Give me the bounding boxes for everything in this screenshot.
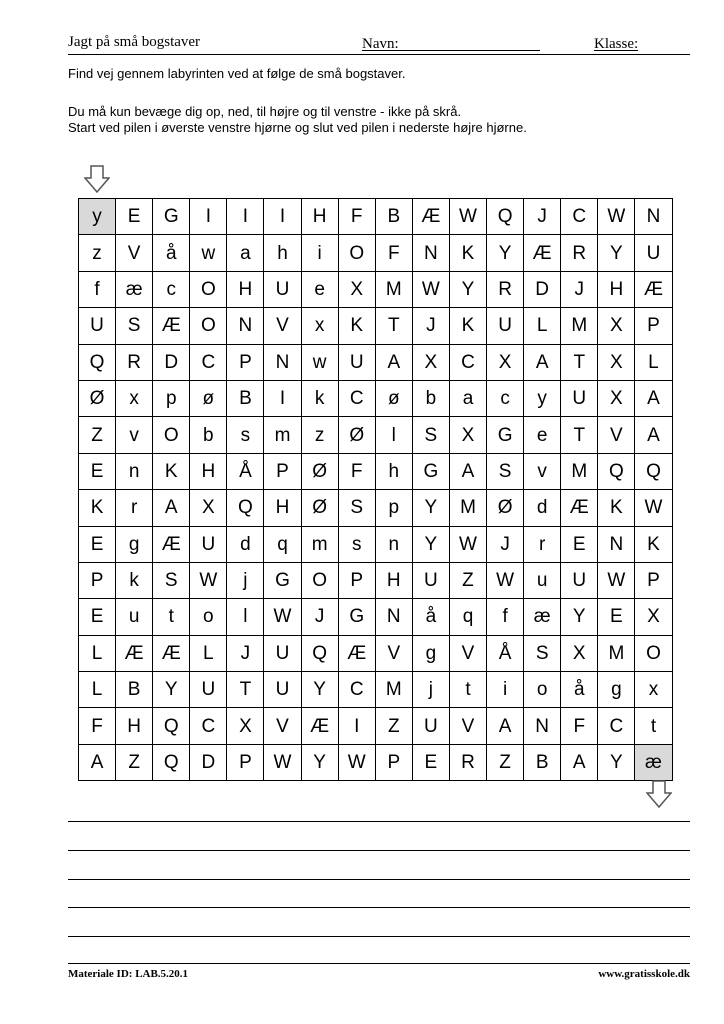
grid-cell[interactable]: O: [301, 562, 338, 598]
grid-cell[interactable]: Y: [301, 744, 338, 780]
grid-cell[interactable]: D: [190, 744, 227, 780]
grid-cell[interactable]: U: [79, 308, 116, 344]
grid-cell[interactable]: T: [561, 344, 598, 380]
grid-cell[interactable]: Q: [635, 453, 672, 489]
grid-cell[interactable]: å: [153, 235, 190, 271]
grid-cell[interactable]: N: [412, 235, 449, 271]
grid-cell[interactable]: a: [227, 235, 264, 271]
grid-cell[interactable]: L: [635, 344, 672, 380]
grid-cell[interactable]: F: [375, 235, 412, 271]
grid-cell[interactable]: G: [412, 453, 449, 489]
grid-cell[interactable]: Æ: [153, 635, 190, 671]
grid-cell[interactable]: E: [79, 453, 116, 489]
grid-cell[interactable]: P: [264, 453, 301, 489]
grid-cell[interactable]: W: [338, 744, 375, 780]
class-blank[interactable]: [594, 36, 638, 51]
grid-cell[interactable]: M: [375, 672, 412, 708]
grid-cell[interactable]: Ø: [338, 417, 375, 453]
grid-cell[interactable]: x: [116, 380, 153, 416]
grid-cell[interactable]: L: [524, 308, 561, 344]
grid-cell[interactable]: D: [524, 271, 561, 307]
grid-cell[interactable]: å: [412, 599, 449, 635]
grid-row: [79, 271, 673, 307]
grid-cell[interactable]: Q: [153, 708, 190, 744]
grid-cell[interactable]: Ø: [301, 490, 338, 526]
end-arrow-down-icon: [646, 780, 672, 808]
grid-cell[interactable]: W: [190, 562, 227, 598]
grid-cell[interactable]: p: [375, 490, 412, 526]
grid-cell[interactable]: M: [561, 308, 598, 344]
material-id: Materiale ID: LAB.5.20.1: [68, 968, 189, 980]
grid-cell[interactable]: u: [524, 562, 561, 598]
grid-cell[interactable]: I: [190, 199, 227, 235]
grid-cell[interactable]: H: [375, 562, 412, 598]
grid-cell[interactable]: l: [227, 599, 264, 635]
grid-cell[interactable]: å: [561, 672, 598, 708]
grid-cell[interactable]: E: [598, 599, 635, 635]
grid-cell[interactable]: W: [264, 599, 301, 635]
instruction-line-1: Find vej gennem labyrinten ved at følge de små bogstaver.: [68, 66, 406, 81]
grid-cell[interactable]: Y: [412, 526, 449, 562]
grid-cell[interactable]: t: [449, 672, 486, 708]
grid-cell[interactable]: F: [561, 708, 598, 744]
grid-cell[interactable]: G: [153, 199, 190, 235]
grid-cell[interactable]: B: [524, 744, 561, 780]
grid-cell[interactable]: O: [190, 308, 227, 344]
grid-cell[interactable]: d: [524, 490, 561, 526]
grid-cell[interactable]: Æ: [635, 271, 672, 307]
grid-cell[interactable]: Æ: [153, 308, 190, 344]
grid-cell[interactable]: H: [598, 271, 635, 307]
grid-cell[interactable]: F: [338, 199, 375, 235]
grid-cell[interactable]: n: [375, 526, 412, 562]
grid-cell[interactable]: V: [264, 308, 301, 344]
grid-cell[interactable]: B: [375, 199, 412, 235]
grid-cell[interactable]: A: [449, 453, 486, 489]
grid-cell[interactable]: j: [412, 672, 449, 708]
grid-cell[interactable]: h: [375, 453, 412, 489]
grid-cell[interactable]: W: [598, 562, 635, 598]
grid-cell[interactable]: S: [116, 308, 153, 344]
grid-cell[interactable]: Q: [301, 635, 338, 671]
grid-row: [79, 417, 673, 453]
grid-row: [79, 453, 673, 489]
grid-cell[interactable]: t: [153, 599, 190, 635]
grid-cell[interactable]: Æ: [301, 708, 338, 744]
grid-cell[interactable]: Y: [561, 599, 598, 635]
grid-cell[interactable]: X: [412, 344, 449, 380]
grid-cell[interactable]: K: [338, 308, 375, 344]
name-label: Navn:: [362, 36, 399, 52]
grid-cell[interactable]: g: [412, 635, 449, 671]
grid-cell[interactable]: k: [116, 562, 153, 598]
grid-cell[interactable]: C: [598, 708, 635, 744]
grid-cell[interactable]: N: [598, 526, 635, 562]
start-arrow-down-icon: [84, 165, 110, 193]
grid-cell[interactable]: S: [487, 453, 524, 489]
grid-cell[interactable]: o: [524, 672, 561, 708]
grid-cell[interactable]: U: [412, 562, 449, 598]
grid-cell[interactable]: W: [635, 490, 672, 526]
grid-cell[interactable]: X: [449, 417, 486, 453]
grid-cell[interactable]: R: [449, 744, 486, 780]
grid-cell[interactable]: s: [338, 526, 375, 562]
grid-row: [79, 344, 673, 380]
grid-cell[interactable]: I: [264, 380, 301, 416]
grid-row: [79, 380, 673, 416]
grid-cell[interactable]: Y: [301, 672, 338, 708]
grid-cell[interactable]: C: [449, 344, 486, 380]
grid-cell[interactable]: Æ: [338, 635, 375, 671]
writing-line[interactable]: [68, 850, 690, 851]
grid-cell[interactable]: U: [561, 562, 598, 598]
grid-cell[interactable]: W: [598, 199, 635, 235]
grid-cell[interactable]: s: [227, 417, 264, 453]
grid-cell[interactable]: a: [449, 380, 486, 416]
grid-cell[interactable]: m: [301, 526, 338, 562]
grid-cell[interactable]: O: [190, 271, 227, 307]
letter-maze-grid: [78, 198, 673, 781]
grid-cell[interactable]: N: [635, 199, 672, 235]
grid-cell[interactable]: Z: [116, 744, 153, 780]
grid-cell[interactable]: C: [190, 708, 227, 744]
grid-cell[interactable]: x: [301, 308, 338, 344]
grid-cell[interactable]: F: [79, 708, 116, 744]
grid-cell[interactable]: H: [190, 453, 227, 489]
grid-cell[interactable]: Z: [449, 562, 486, 598]
grid-cell[interactable]: H: [116, 708, 153, 744]
grid-cell[interactable]: i: [487, 672, 524, 708]
grid-cell[interactable]: V: [375, 635, 412, 671]
grid-cell[interactable]: V: [598, 417, 635, 453]
grid-cell[interactable]: X: [598, 344, 635, 380]
grid-cell[interactable]: Q: [153, 744, 190, 780]
grid-cell[interactable]: Y: [153, 672, 190, 708]
grid-cell[interactable]: Z: [487, 744, 524, 780]
grid-cell[interactable]: g: [116, 526, 153, 562]
grid-cell[interactable]: w: [301, 344, 338, 380]
website-url: www.gratisskole.dk: [598, 968, 690, 980]
grid-cell[interactable]: Q: [79, 344, 116, 380]
grid-cell[interactable]: X: [598, 380, 635, 416]
grid-cell[interactable]: P: [227, 344, 264, 380]
grid-cell[interactable]: Y: [487, 235, 524, 271]
grid-cell[interactable]: P: [227, 744, 264, 780]
grid-cell[interactable]: A: [153, 490, 190, 526]
grid-cell[interactable]: Y: [598, 744, 635, 780]
grid-cell[interactable]: e: [301, 271, 338, 307]
grid-cell[interactable]: K: [153, 453, 190, 489]
grid-cell[interactable]: V: [264, 708, 301, 744]
grid-cell[interactable]: J: [561, 271, 598, 307]
grid-cell[interactable]: R: [487, 271, 524, 307]
grid-cell[interactable]: J: [487, 526, 524, 562]
grid-cell[interactable]: c: [153, 271, 190, 307]
grid-cell[interactable]: S: [412, 417, 449, 453]
grid-cell[interactable]: K: [635, 526, 672, 562]
grid-cell[interactable]: K: [79, 490, 116, 526]
grid-cell[interactable]: Ø: [487, 490, 524, 526]
grid-cell[interactable]: y: [524, 380, 561, 416]
grid-row: [79, 562, 673, 598]
grid-cell[interactable]: Æ: [412, 199, 449, 235]
grid-cell[interactable]: æ: [524, 599, 561, 635]
instruction-line-3: Start ved pilen i øverste venstre hjørne og slut ved pilen i nederste højre hjørne.: [68, 120, 527, 135]
grid-cell[interactable]: U: [412, 708, 449, 744]
grid-cell[interactable]: X: [598, 308, 635, 344]
grid-cell[interactable]: P: [375, 744, 412, 780]
grid-cell[interactable]: Æ: [153, 526, 190, 562]
grid-cell[interactable]: æ: [116, 271, 153, 307]
grid-cell[interactable]: L: [79, 672, 116, 708]
grid-cell[interactable]: X: [227, 708, 264, 744]
grid-cell[interactable]: B: [116, 672, 153, 708]
grid-cell[interactable]: d: [227, 526, 264, 562]
grid-cell[interactable]: K: [449, 235, 486, 271]
grid-cell[interactable]: W: [449, 526, 486, 562]
grid-row: [79, 199, 673, 235]
grid-row: [79, 672, 673, 708]
grid-cell[interactable]: A: [79, 744, 116, 780]
grid-cell[interactable]: ø: [375, 380, 412, 416]
grid-cell[interactable]: W: [487, 562, 524, 598]
grid-cell[interactable]: U: [264, 271, 301, 307]
grid-cell[interactable]: x: [635, 672, 672, 708]
grid-cell[interactable]: C: [338, 380, 375, 416]
writing-line[interactable]: [68, 879, 690, 880]
grid-cell[interactable]: F: [338, 453, 375, 489]
grid-cell[interactable]: G: [338, 599, 375, 635]
grid-row: [79, 235, 673, 271]
grid-cell[interactable]: P: [79, 562, 116, 598]
grid-cell[interactable]: Y: [449, 271, 486, 307]
grid-cell[interactable]: q: [449, 599, 486, 635]
writing-line[interactable]: [68, 907, 690, 908]
grid-row: [79, 708, 673, 744]
grid-cell[interactable]: Y: [412, 490, 449, 526]
grid-cell[interactable]: N: [264, 344, 301, 380]
grid-cell[interactable]: U: [190, 672, 227, 708]
end-cell[interactable]: æ: [635, 744, 672, 780]
grid-cell[interactable]: S: [338, 490, 375, 526]
grid-cell[interactable]: K: [449, 308, 486, 344]
grid-cell[interactable]: t: [635, 708, 672, 744]
grid-cell[interactable]: J: [524, 199, 561, 235]
grid-cell[interactable]: P: [635, 562, 672, 598]
grid-cell[interactable]: Q: [227, 490, 264, 526]
grid-cell[interactable]: U: [264, 635, 301, 671]
grid-cell[interactable]: b: [190, 417, 227, 453]
grid-cell[interactable]: z: [79, 235, 116, 271]
grid-cell[interactable]: L: [79, 635, 116, 671]
grid-cell[interactable]: e: [524, 417, 561, 453]
grid-cell[interactable]: U: [561, 380, 598, 416]
instruction-line-2: Du må kun bevæge dig op, ned, til højre og til venstre - ikke på skrå.: [68, 104, 462, 119]
grid-cell[interactable]: E: [412, 744, 449, 780]
grid-cell[interactable]: r: [524, 526, 561, 562]
grid-cell[interactable]: P: [338, 562, 375, 598]
grid-row: [79, 635, 673, 671]
grid-cell[interactable]: H: [301, 199, 338, 235]
grid-cell[interactable]: i: [301, 235, 338, 271]
grid-cell[interactable]: H: [227, 271, 264, 307]
grid-cell[interactable]: J: [301, 599, 338, 635]
grid-cell[interactable]: W: [449, 199, 486, 235]
grid-cell[interactable]: Z: [79, 417, 116, 453]
grid-cell[interactable]: Y: [598, 235, 635, 271]
grid-cell[interactable]: A: [635, 380, 672, 416]
grid-cell[interactable]: I: [338, 708, 375, 744]
grid-cell[interactable]: l: [375, 417, 412, 453]
grid-cell[interactable]: k: [301, 380, 338, 416]
grid-cell[interactable]: m: [264, 417, 301, 453]
grid-cell[interactable]: X: [338, 271, 375, 307]
grid-cell[interactable]: X: [190, 490, 227, 526]
grid-cell[interactable]: V: [449, 635, 486, 671]
grid-cell[interactable]: I: [227, 199, 264, 235]
grid-cell[interactable]: P: [635, 308, 672, 344]
writing-line[interactable]: [68, 936, 690, 937]
writing-line[interactable]: [68, 821, 690, 822]
grid-cell[interactable]: O: [338, 235, 375, 271]
grid-cell[interactable]: u: [116, 599, 153, 635]
grid-cell[interactable]: f: [79, 271, 116, 307]
grid-cell[interactable]: j: [227, 562, 264, 598]
grid-cell[interactable]: A: [635, 417, 672, 453]
grid-cell[interactable]: ø: [190, 380, 227, 416]
grid-cell[interactable]: f: [487, 599, 524, 635]
grid-row: [79, 599, 673, 635]
grid-cell[interactable]: Z: [375, 708, 412, 744]
grid-cell[interactable]: g: [598, 672, 635, 708]
grid-cell[interactable]: Q: [598, 453, 635, 489]
grid-cell[interactable]: G: [264, 562, 301, 598]
grid-cell[interactable]: o: [190, 599, 227, 635]
grid-cell[interactable]: A: [487, 708, 524, 744]
grid-cell[interactable]: I: [264, 199, 301, 235]
grid-cell[interactable]: B: [227, 380, 264, 416]
grid-cell[interactable]: n: [116, 453, 153, 489]
grid-cell[interactable]: R: [561, 235, 598, 271]
start-cell[interactable]: y: [79, 199, 116, 235]
grid-cell[interactable]: A: [561, 744, 598, 780]
grid-cell[interactable]: N: [227, 308, 264, 344]
grid-cell[interactable]: Ø: [301, 453, 338, 489]
grid-cell[interactable]: Q: [487, 199, 524, 235]
grid-cell[interactable]: Å: [487, 635, 524, 671]
grid-cell[interactable]: V: [116, 235, 153, 271]
grid-cell[interactable]: O: [153, 417, 190, 453]
grid-cell[interactable]: M: [449, 490, 486, 526]
grid-cell[interactable]: E: [116, 199, 153, 235]
grid-cell[interactable]: A: [524, 344, 561, 380]
grid-cell[interactable]: K: [598, 490, 635, 526]
footer: [68, 963, 690, 980]
grid-cell[interactable]: S: [153, 562, 190, 598]
grid-row: [79, 308, 673, 344]
grid-cell[interactable]: Å: [227, 453, 264, 489]
grid-cell[interactable]: G: [487, 417, 524, 453]
grid-cell[interactable]: U: [190, 526, 227, 562]
grid-cell[interactable]: p: [153, 380, 190, 416]
grid-row: [79, 526, 673, 562]
grid-cell[interactable]: Æ: [561, 490, 598, 526]
grid-cell[interactable]: v: [116, 417, 153, 453]
grid-cell[interactable]: H: [264, 490, 301, 526]
grid-cell[interactable]: h: [264, 235, 301, 271]
grid-cell[interactable]: M: [598, 635, 635, 671]
class-label: Klasse:: [594, 36, 639, 52]
grid-cell[interactable]: C: [561, 199, 598, 235]
worksheet-title: Jagt på små bogstaver: [68, 34, 201, 50]
grid-cell[interactable]: b: [412, 380, 449, 416]
grid-cell[interactable]: E: [79, 526, 116, 562]
grid-cell[interactable]: Ø: [79, 380, 116, 416]
grid-cell[interactable]: J: [227, 635, 264, 671]
grid-cell[interactable]: z: [301, 417, 338, 453]
grid-cell[interactable]: X: [487, 344, 524, 380]
grid-cell[interactable]: C: [338, 672, 375, 708]
grid-cell[interactable]: E: [79, 599, 116, 635]
grid-cell[interactable]: M: [375, 271, 412, 307]
grid-cell[interactable]: U: [487, 308, 524, 344]
grid-cell[interactable]: w: [190, 235, 227, 271]
grid-cell[interactable]: c: [487, 380, 524, 416]
grid-cell[interactable]: T: [375, 308, 412, 344]
grid-cell[interactable]: M: [561, 453, 598, 489]
grid-cell[interactable]: W: [412, 271, 449, 307]
grid-cell[interactable]: X: [561, 635, 598, 671]
grid-cell[interactable]: X: [635, 599, 672, 635]
grid-cell[interactable]: L: [190, 635, 227, 671]
grid-cell[interactable]: U: [338, 344, 375, 380]
grid-cell[interactable]: A: [375, 344, 412, 380]
grid-cell[interactable]: J: [412, 308, 449, 344]
grid-cell[interactable]: D: [153, 344, 190, 380]
grid-cell[interactable]: O: [635, 635, 672, 671]
grid-cell[interactable]: E: [561, 526, 598, 562]
worksheet-header: [68, 32, 690, 55]
grid-cell[interactable]: S: [524, 635, 561, 671]
grid-cell[interactable]: U: [635, 235, 672, 271]
grid-cell[interactable]: v: [524, 453, 561, 489]
name-blank[interactable]: [362, 36, 540, 51]
grid-cell[interactable]: R: [116, 344, 153, 380]
grid-cell[interactable]: Æ: [524, 235, 561, 271]
grid-cell[interactable]: Æ: [116, 635, 153, 671]
grid-cell[interactable]: N: [375, 599, 412, 635]
grid-row: [79, 744, 673, 780]
grid-cell[interactable]: T: [227, 672, 264, 708]
grid-cell[interactable]: C: [190, 344, 227, 380]
grid-cell[interactable]: V: [449, 708, 486, 744]
grid-cell[interactable]: q: [264, 526, 301, 562]
grid-row: [79, 490, 673, 526]
grid-cell[interactable]: T: [561, 417, 598, 453]
grid-cell[interactable]: U: [264, 672, 301, 708]
grid-cell[interactable]: r: [116, 490, 153, 526]
grid-cell[interactable]: N: [524, 708, 561, 744]
grid-cell[interactable]: W: [264, 744, 301, 780]
